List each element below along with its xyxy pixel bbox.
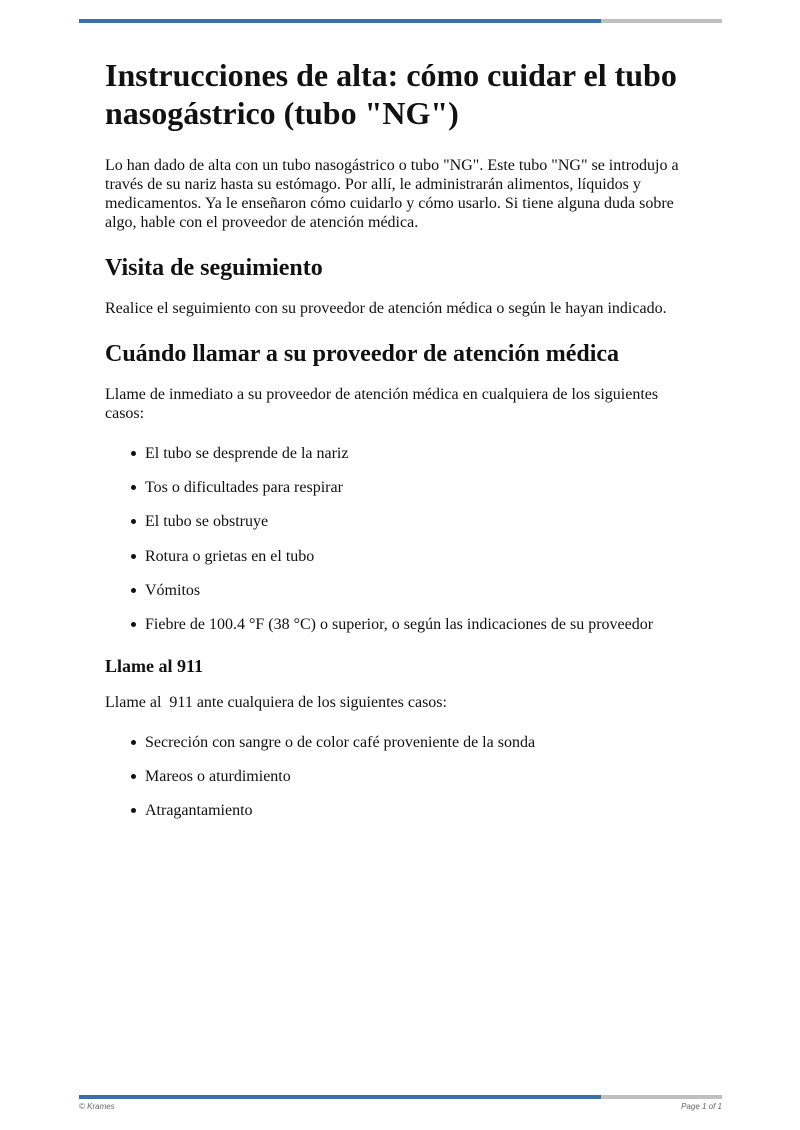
footer-page-number: Page 1 of 1 [681,1102,722,1111]
document-body [105,56,695,840]
call-911-list [105,733,695,820]
followup-text: Realice el seguimiento con su proveedor de atención médica o según le hayan indicado. [105,300,667,317]
footer-accent-bar-gray [601,1095,722,1099]
list-item: Vómitos [145,581,695,600]
list-item: Fiebre de 100.4 °F (38 °C) o superior, o según las indicaciones de su proveedor [145,615,695,634]
call-911-text: Llame al 911 ante cualquiera de los siguientes casos: [105,693,447,711]
list-item: El tubo se desprende de la nariz [145,444,695,463]
intro-paragraph: Lo han dado de alta con un tubo nasogástrico o tubo "NG". Este tubo "NG" se introdujo a través de su nariz hasta su estómago. Por allí, le administrarán alimentos, líquidos y medicamentos. Ya le enseñaron cómo cuidarlo y cómo usarlo. Si tiene alguna duda sobre algo, hable con el proveedor de atención médica. [105,157,679,231]
list-item: Mareos o aturdimiento [145,767,695,786]
list-item: Rotura o grietas en el tubo [145,547,695,566]
call-911-heading: Llame al 911 [105,655,203,676]
when-to-call-heading: Cuándo llamar a su proveedor de atención médica [105,341,620,367]
when-to-call-text: Llame de inmediato a su proveedor de atención médica en cualquiera de los siguientes casos: [105,386,659,422]
list-item: Tos o dificultades para respirar [145,478,695,497]
footer-accent-bar-blue [79,1095,601,1099]
page-title: Instrucciones de alta: cómo cuidar el tubo nasogástrico (tubo "NG") [105,57,677,131]
footer-copyright: © Krames [79,1102,115,1111]
top-accent-bar-blue [79,19,601,23]
top-accent-bar-gray [601,19,722,23]
when-to-call-list [105,444,695,634]
top-accent-bar [79,19,722,23]
list-item: El tubo se obstruye [145,512,695,531]
list-item: Secreción con sangre o de color café proveniente de la sonda [145,733,695,752]
footer-accent-bar [79,1095,722,1099]
followup-heading: Visita de seguimiento [105,255,323,281]
list-item: Atragantamiento [145,801,695,820]
